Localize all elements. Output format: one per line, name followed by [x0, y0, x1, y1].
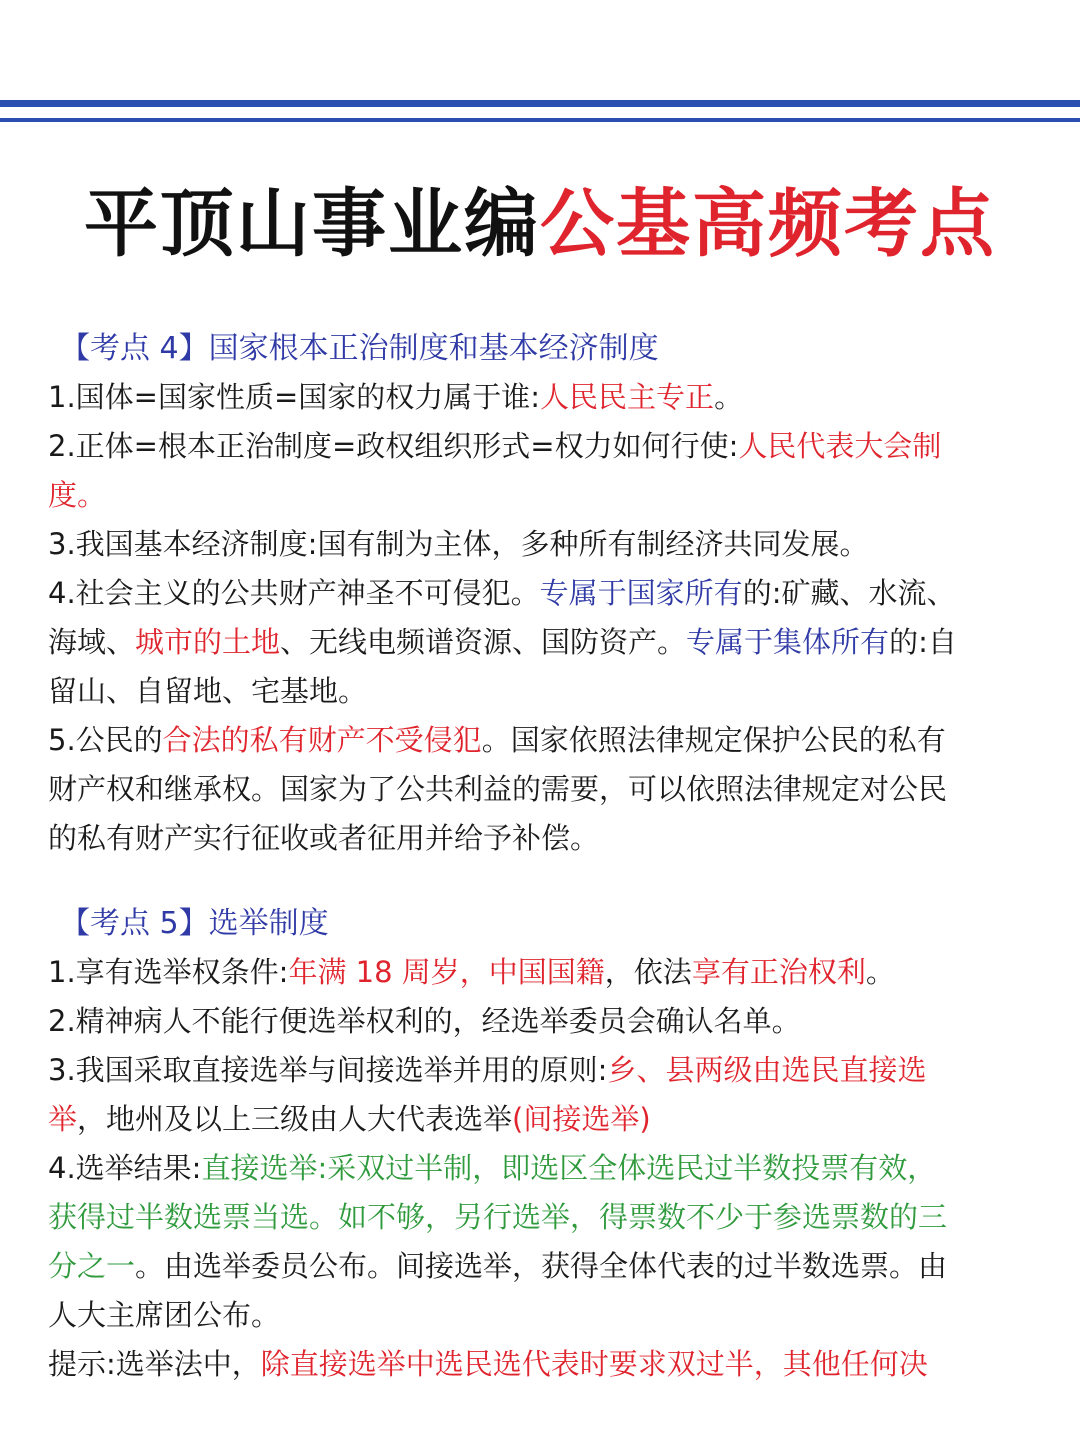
- paragraph-4-2: [48, 422, 1038, 471]
- title-part-black: 平顶山事业编: [84, 181, 540, 267]
- paragraph-4-5: [48, 716, 1038, 765]
- section-heading-5: 【考点 5】选举制度: [60, 906, 329, 941]
- highlight-red: 城市的土地: [135, 625, 281, 659]
- paragraph-5-4-end: 人大主席团公布。: [48, 1298, 281, 1332]
- paragraph-5-4: [48, 1144, 1038, 1193]
- text: 海域、: [48, 625, 136, 659]
- highlight-red: 合法的私有财产不受侵犯: [162, 723, 482, 757]
- highlight-red: 人民代表大会制: [738, 429, 942, 463]
- text: ，依法: [604, 955, 692, 989]
- section-kaodian-5: [48, 899, 1038, 1389]
- paragraph-4-1: [48, 373, 1038, 422]
- top-rule-thick: [0, 100, 1080, 107]
- section-kaodian-4: [48, 324, 1038, 863]
- text: 1.国体=国家性质=国家的权力属于谁:: [48, 380, 541, 414]
- paragraph-4-5-end: 的私有财产实行征收或者征用并给予补偿。: [48, 821, 600, 855]
- text: 3.我国采取直接选举与间接选举并用的原则:: [48, 1053, 608, 1087]
- tip-paragraph: [48, 1340, 1038, 1389]
- text: 。由选举委员公布。间接选举，获得全体代表的过半数选票。由: [135, 1249, 948, 1283]
- paragraph-4-4-end: 留山、自留地、宅基地。: [48, 674, 368, 708]
- text: 4.选举结果:: [48, 1151, 202, 1185]
- highlight-blue: 专属于集体所有: [686, 625, 890, 659]
- paragraph-5-1: [48, 948, 1038, 997]
- text: 的:自: [889, 625, 957, 659]
- title-part-red: 公基高频考点: [540, 181, 996, 267]
- highlight-red: 年满 18 周岁，中国国籍: [288, 955, 605, 989]
- paragraph-5-4-cont: 获得过半数选票当选。如不够，另行选举，得票数不少于参选票数的三: [48, 1200, 948, 1234]
- page-title: [0, 176, 1080, 272]
- paragraph-4-4: [48, 569, 1038, 618]
- text: 。国家依照法律规定保护公民的私有: [481, 723, 946, 757]
- text: 1.享有选举权条件:: [48, 955, 289, 989]
- paragraph-4-5-cont: 财产权和继承权。国家为了公共利益的需要，可以依照法律规定对公民: [48, 772, 948, 806]
- highlight-green: 分之一: [48, 1249, 136, 1283]
- text: 提示:选举法中，: [48, 1347, 261, 1381]
- highlight-red: 享有正治权利: [691, 955, 866, 989]
- highlight-red: 举: [48, 1102, 78, 1136]
- text: 2.正体=根本正治制度=政权组织形式=权力如何行使:: [48, 429, 739, 463]
- paragraph-4-3: 3.我国基本经济制度:国有制为主体，多种所有制经济共同发展。: [48, 527, 869, 561]
- highlight-red: 乡、县两级由选民直接选: [607, 1053, 927, 1087]
- top-rule-thin: [0, 118, 1080, 122]
- highlight-red: (间接选举): [512, 1102, 651, 1136]
- paragraph-5-3-cont: [48, 1095, 1038, 1144]
- highlight-blue: 专属于国家所有: [539, 576, 743, 610]
- paragraph-4-2-cont: 度。: [48, 478, 107, 512]
- paragraph-5-3: [48, 1046, 1038, 1095]
- section-heading-4: 【考点 4】国家根本正治制度和基本经济制度: [60, 331, 659, 366]
- text: 。: [714, 380, 744, 414]
- text: 、无线电频谱资源、国防资产。: [280, 625, 687, 659]
- text: 5.公民的: [48, 723, 163, 757]
- paragraph-4-4-cont: [48, 618, 1038, 667]
- text: 4.社会主义的公共财产神圣不可侵犯。: [48, 576, 540, 610]
- text: ，地州及以上三级由人大代表选举: [77, 1102, 513, 1136]
- paragraph-5-2: 2.精神病人不能行便选举权利的，经选举委员会确认名单。: [48, 1004, 801, 1038]
- highlight-red: 人民民主专正: [540, 380, 715, 414]
- paragraph-5-4-cont2: [48, 1242, 1038, 1291]
- text: 。: [865, 955, 895, 989]
- text: 的:矿藏、水流、: [742, 576, 956, 610]
- highlight-red: 除直接选举中选民选代表时要求双过半，其他任何决: [260, 1347, 928, 1381]
- highlight-green: 直接选举:采双过半制，即选区全体选民过半数投票有效，: [201, 1151, 937, 1185]
